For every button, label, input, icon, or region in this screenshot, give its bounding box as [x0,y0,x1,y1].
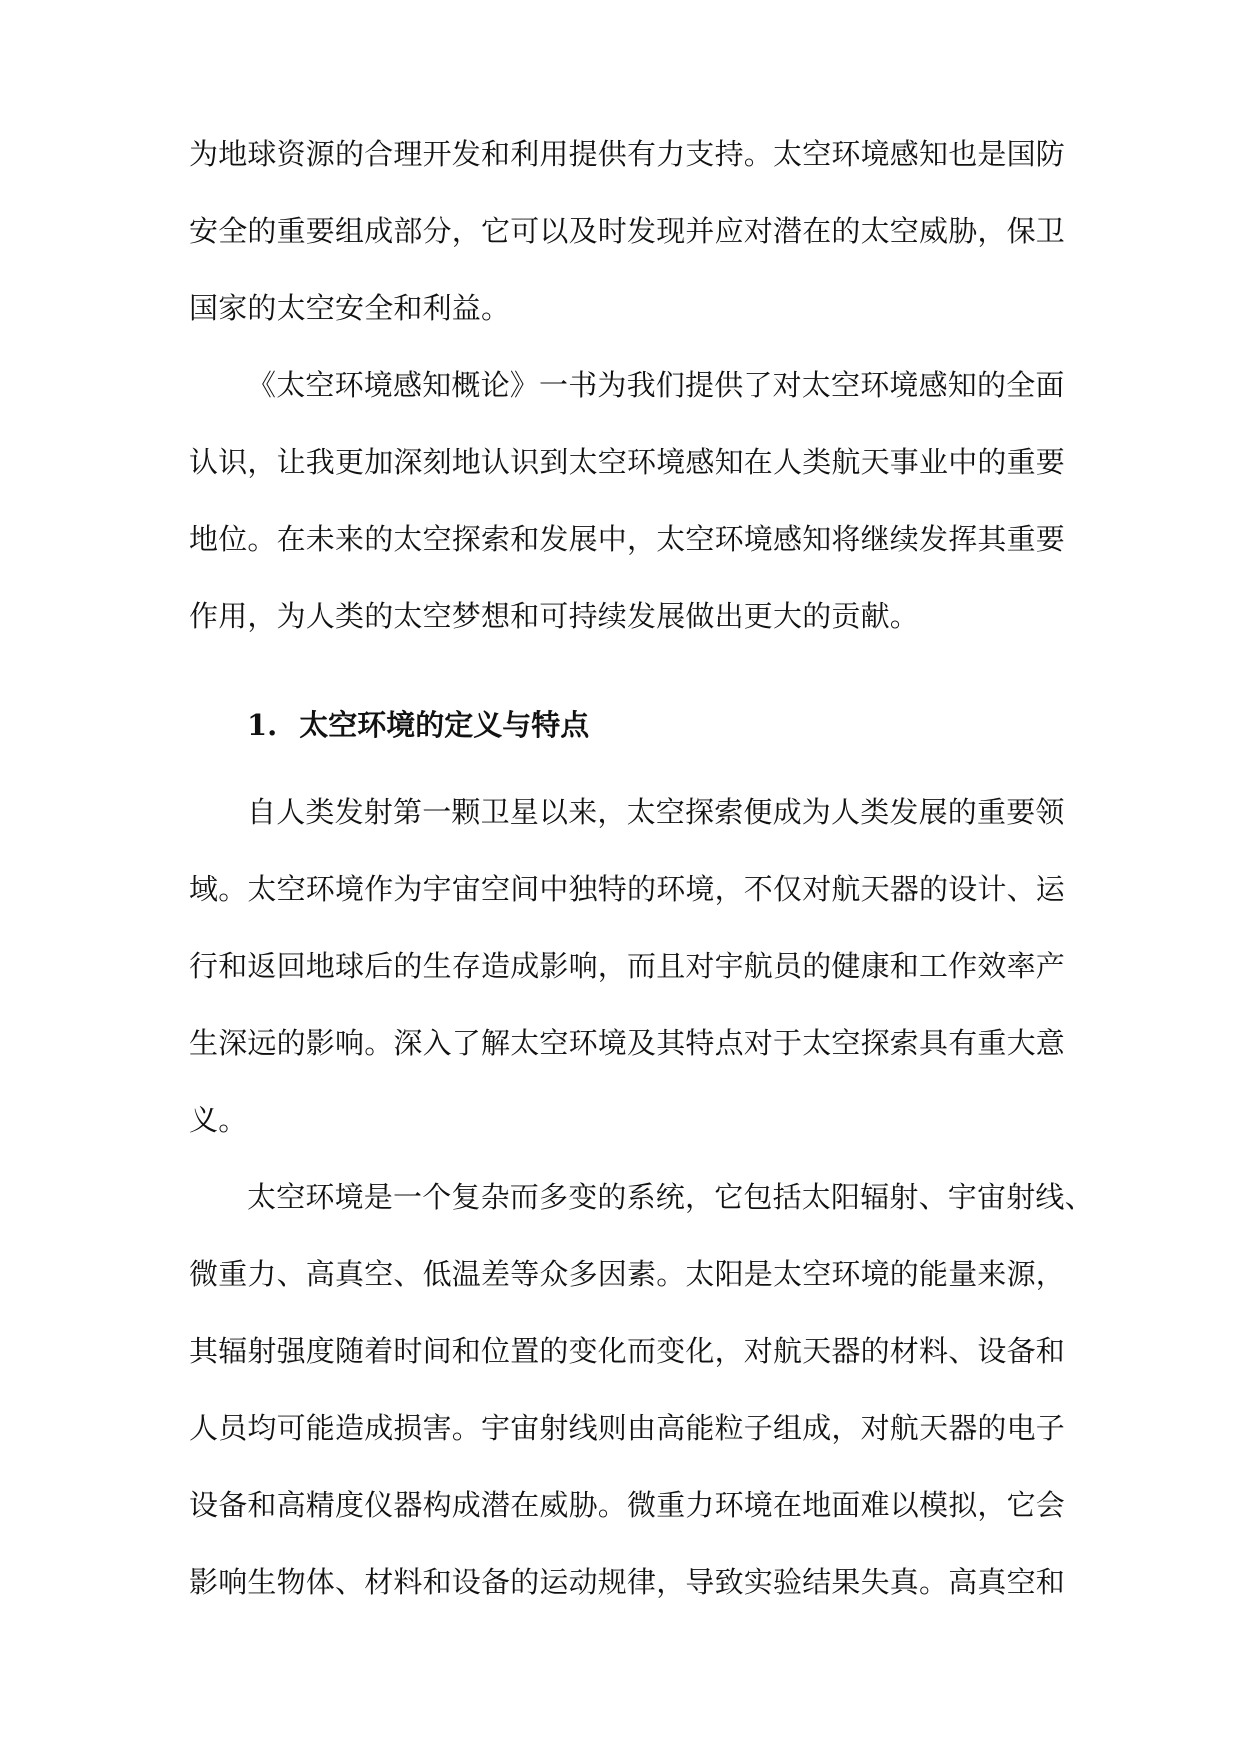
paragraph-3-line-2: 域。太空环境作为宇宙空间中独特的环境，不仅对航天器的设计、运 [189,872,1066,906]
paragraph-2-line-1: 《太空环境感知概论》一书为我们提供了对太空环境感知的全面 [247,368,1065,402]
section-heading-number: 1. [247,708,278,742]
paragraph-3-line-5: 义。 [189,1103,248,1137]
paragraph-4-line-1: 太空环境是一个复杂而多变的系统，它包括太阳辐射、宇宙射线、 [247,1180,1094,1214]
paragraph-3-line-1: 自人类发射第一颗卫星以来，太空探索便成为人类发展的重要领 [247,795,1065,829]
paragraph-4-line-3: 其辐射强度随着时间和位置的变化而变化，对航天器的材料、设备和 [189,1334,1066,1368]
section-heading-title: 太空环境的定义与特点 [299,708,590,742]
paragraph-4-line-5: 设备和高精度仪器构成潜在威胁。微重力环境在地面难以模拟，它会 [189,1488,1066,1522]
paragraph-2-line-4: 作用，为人类的太空梦想和可持续发展做出更大的贡献。 [189,599,920,633]
paragraph-1-line-2: 安全的重要组成部分，它可以及时发现并应对潜在的太空威胁，保卫 [189,214,1066,248]
paragraph-1-line-3: 国家的太空安全和利益。 [189,291,511,325]
paragraph-4-line-6: 影响生物体、材料和设备的运动规律，导致实验结果失真。高真空和 [189,1565,1066,1599]
paragraph-4-line-2: 微重力、高真空、低温差等众多因素。太阳是太空环境的能量来源， [189,1257,1066,1291]
section-heading [247,695,589,755]
paragraph-3-line-3: 行和返回地球后的生存造成影响，而且对宇航员的健康和工作效率产 [189,949,1066,983]
paragraph-2-line-2: 认识，让我更加深刻地认识到太空环境感知在人类航天事业中的重要 [189,445,1066,479]
paragraph-2-line-3: 地位。在未来的太空探索和发展中，太空环境感知将继续发挥其重要 [189,522,1066,556]
paragraph-3-line-4: 生深远的影响。深入了解太空环境及其特点对于太空探索具有重大意 [189,1026,1066,1060]
paragraph-1-line-1: 为地球资源的合理开发和利用提供有力支持。太空环境感知也是国防 [189,137,1066,171]
paragraph-4-line-4: 人员均可能造成损害。宇宙射线则由高能粒子组成，对航天器的电子 [189,1411,1066,1445]
